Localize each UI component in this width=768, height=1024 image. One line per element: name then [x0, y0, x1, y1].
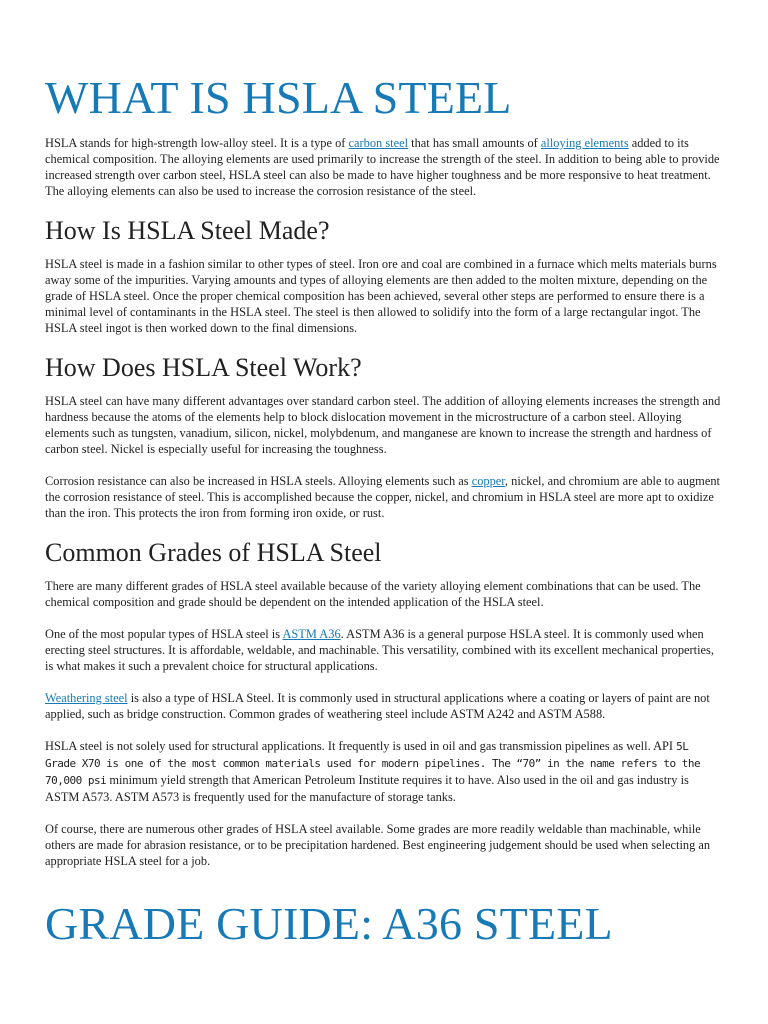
grades-paragraph-4: [45, 738, 723, 805]
work-paragraph-2: [45, 473, 723, 521]
grades-p4-text-1: HSLA steel is not solely used for structural applications. It frequently is used in oil and gas transmission pipelines as well. API: [45, 739, 677, 753]
carbon-steel-link[interactable]: carbon steel: [348, 136, 409, 150]
work-heading: How Does HSLA Steel Work?: [45, 353, 362, 382]
page-title: WHAT IS HSLA STEEL: [45, 72, 512, 123]
intro-paragraph: [45, 135, 723, 199]
grades-p3-text-1: is also a type of HSLA Steel. It is commonly used in structural applications where a coating or layers of paint are not applied, such as bridge construction. Common grades of weathering steel include ASTM A242 and ASTM A588.: [45, 691, 710, 721]
grades-paragraph-3: [45, 690, 723, 722]
grades-p2-text-1: One of the most popular types of HSLA steel is: [45, 627, 283, 641]
made-heading: How Is HSLA Steel Made?: [45, 216, 330, 245]
grades-paragraph-2: [45, 626, 723, 674]
grades-p4-text-2: minimum yield strength that American Petroleum Institute requires it to have. Also used in the oil and gas industry is ASTM A573. ASTM A573 is frequently used for the manufacture of storage tanks.: [45, 773, 689, 804]
made-paragraph: HSLA steel is made in a fashion similar to other types of steel. Iron ore and coal are combined in a furnace which melts materials burns away some of the impurities. Varying amounts and types of alloying elements are then added to the molten mixture, depending on the grade of HSLA steel. Once the proper chemical composition has been achieved, several other steps are performed to ensure there is a minimal level of contaminants in the HSLA steel. The steel is then allowed to solidify into the form of a large rectangular ingot. The HSLA steel ingot is then worked down to the final dimensions.: [45, 257, 717, 335]
work-p2-text-1: Corrosion resistance can also be increased in HSLA steels. Alloying elements such as: [45, 474, 472, 488]
astm-a36-link[interactable]: ASTM A36: [282, 627, 341, 641]
grades-p2-text-2: . ASTM A36 is a general purpose HSLA steel. It is commonly used when erecting steel structures. It is affordable, weldable, and machinable. This versatility, combined with its excellent mechanical properties, is what makes it such a prevalent choice for structural applications.: [45, 627, 714, 673]
grades-heading: Common Grades of HSLA Steel: [45, 538, 382, 567]
grades-paragraph-1: There are many different grades of HSLA steel available because of the variety alloying element combinations that can be used. The chemical composition and grade should be dependent on the intended application of the HSLA steel.: [45, 579, 701, 609]
copper-link[interactable]: copper: [471, 474, 505, 488]
grades-paragraph-5: Of course, there are numerous other grades of HSLA steel available. Some grades are more readily weldable than machinable, while others are made for abrasion resistance, or to be precipitation hardened. Best engineering judgement should be used when selecting an appropriate HSLA steel for a job.: [45, 822, 711, 868]
work-paragraph-1: HSLA steel can have many different advantages over standard carbon steel. The addition of alloying elements increases the strength and hardness because the atoms of the elements help to block dislocation movement in the microstructure of a carbon steel. Alloying elements such as tungsten, vanadium, silicon, nickel, molybdenum, and manganese are known to increase the strength and hardness of carbon steel. Nickel is especially useful for increasing the toughness.: [45, 394, 721, 456]
intro-text-2: that has small amounts of: [408, 136, 541, 150]
bottom-title: GRADE GUIDE: A36 STEEL: [45, 898, 613, 949]
grades-p4-mono-text: 5L Grade X70 is one of the most common materials used for modern pipelines. The “70” in the name refers to the 70,000 psi: [45, 740, 701, 787]
intro-text-1: HSLA stands for high-strength low-alloy steel. It is a type of: [45, 136, 349, 150]
work-p2-text-2: , nickel, and chromium are able to augment the corrosion resistance of steel. This is accomplished because the copper, nickel, and chromium in HSLA steel are more apt to oxidize than the iron. This protects the iron from forming iron oxide, or rust.: [45, 474, 720, 520]
intro-text-3: added to its chemical composition. The alloying elements are used primarily to increase the strength of the steel. In addition to being able to provide increased strength over carbon steel, HSLA steel can also be made to have higher toughness and be more responsive to heat treatment. The alloying elements can also be used to increase the corrosion resistance of the steel.: [45, 136, 720, 198]
weathering-steel-link[interactable]: Weathering steel: [45, 691, 128, 705]
alloying-elements-link[interactable]: alloying elements: [540, 136, 629, 150]
